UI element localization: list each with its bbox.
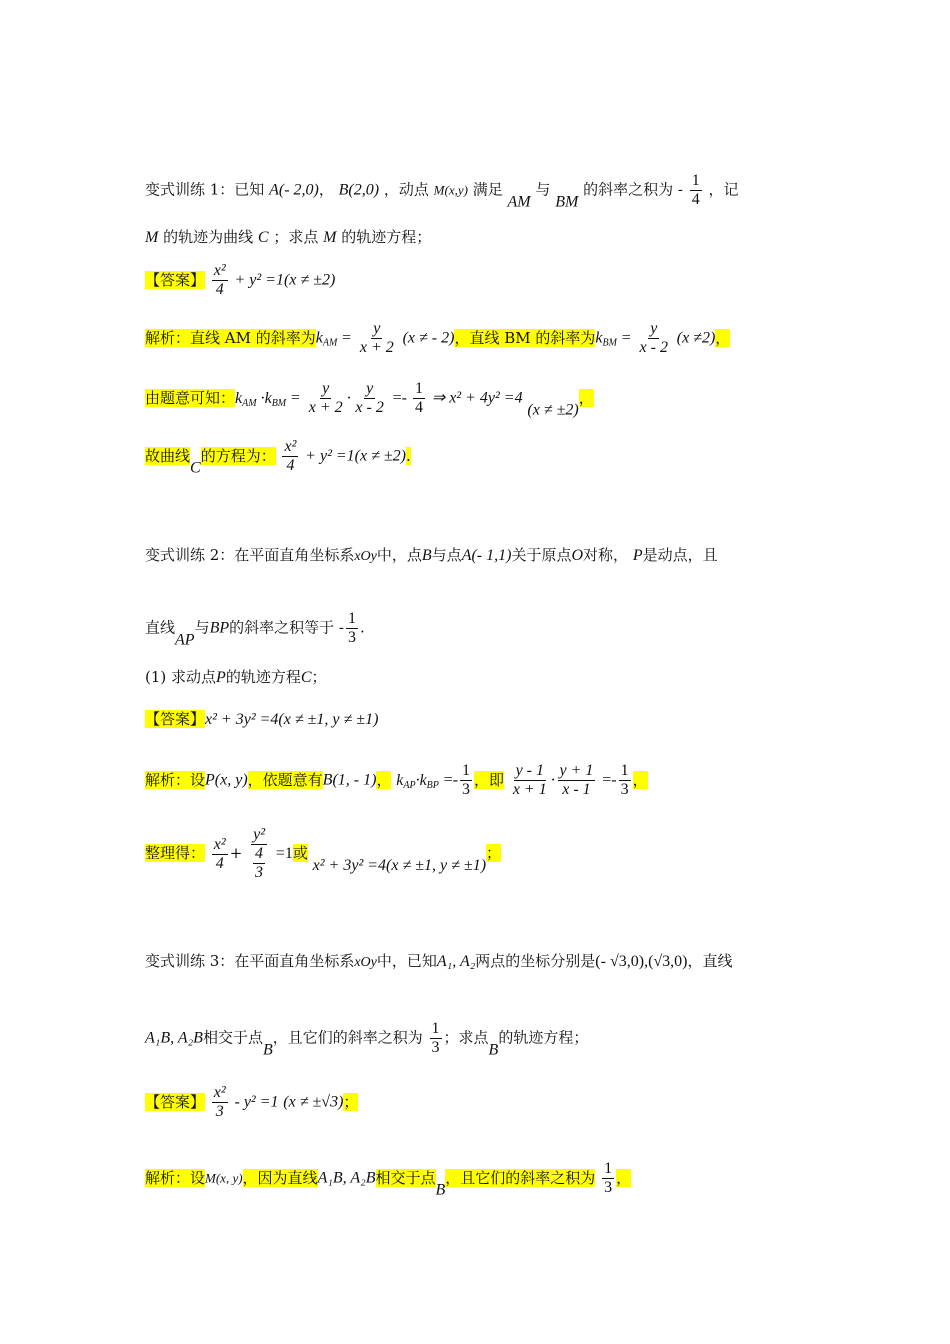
ex1-solution-line1: 解析：直线 AM 的斜率为$k_{AM}$ = $\frac{y}{x + 2}$ (x ≠ - 2)，直线 BM 的斜率为$k_{BM}$ = $\frac{y}{x - 2}$ (x ≠2)， xyxy=(145,320,731,356)
answer-tag: 【答案】 xyxy=(145,270,206,289)
ex2-problem-line1: 变式训练 2：在平面直角坐标系xOy中，点B与点A(- 1,1)关于原点O对称， P是动点，且 xyxy=(145,546,718,564)
ex1-satisfy: 满足 xyxy=(472,180,503,199)
ex2-solution-line1: 解析：设P(x, y)，依题意有B(1, - 1)， $k_{AP}\cdot k_{BP}$ =- $\frac{1}{3}$ ，即 $\frac{y - 1}{x + 1}$ · $\frac{y + 1}{x - 1}$ =- $\frac{1}{3}$ ， xyxy=(145,762,648,798)
ex1-answer-tail: + y² =1(x ≠ ±2) xyxy=(234,271,336,289)
ex3-answer: 【答案】 $\frac{\text{x²}}{3}$ - y² =1 (x ≠ ±√3)； xyxy=(145,1084,359,1120)
ex1-ratio-fraction: $\frac{1}{4}$ xyxy=(691,172,700,208)
ex1-point-m: M(x,y) xyxy=(433,182,468,198)
ex1-problem-line2: M 的轨迹为曲线 C ；求点 M 的轨迹方程； xyxy=(145,228,432,246)
ex1-problem-line1: 变式训练 1：已知 A(- 2,0)， B(2,0) ，动点 M(x,y) 满足 AM 与 BM 的斜率之积为 - $\frac{1}{4}$ ，记 xyxy=(145,172,739,211)
ex1-intro: 变式训练 1：已知 xyxy=(145,180,265,199)
ex1-point-a: A(- 2,0) xyxy=(269,181,319,199)
ex2-solution-line2: 整理得： $\frac{\text{x²}}{4}$ + $\frac{\text{y²}}{\frac{4}{3}}$ =1或 x² + 3y² =4(x ≠ ±1, y ≠ ±1)； xyxy=(145,826,502,881)
ex3-problem-line2: A₁B, A₂B相交于点B，且它们的斜率之积为 $\frac{1}{3}$ ；求点B的轨迹方程； xyxy=(145,1020,589,1059)
ex2-problem-line2: 直线AP与BP的斜率之积等于 - $\frac{1}{3}$ . xyxy=(145,610,365,649)
ex3-problem-line1: 变式训练 3：在平面直角坐标系xOy中，已知A₁, A₂两点的坐标分别是(- √3,0),(√3,0)，直线 xyxy=(145,952,733,970)
ex1-point-b: B(2,0) xyxy=(338,181,380,199)
ex2-answer: 【答案】x² + 3y² =4(x ≠ ±1, y ≠ ±1) xyxy=(145,710,379,728)
ex1-am: AM xyxy=(507,193,531,211)
ex1-solution-line3: 故曲线C的方程为： $\frac{\text{x²}}{4}$ + y² =1(x ≠ ±2). xyxy=(145,438,411,477)
ex1-c: C xyxy=(257,229,269,246)
ex1-product-text: 的斜率之积为 xyxy=(583,180,674,199)
ex1-solution-line2: 由题意可知：$k_{AM} \cdot k_{BM}$ = $\frac{y}{x + 2}$ · $\frac{y}{x - 2}$ =- $\frac{1}{4}$ ⇒ x² + 4y² =4 (x ≠ ±2)， xyxy=(145,380,594,419)
ex1-answer-fraction: $\frac{\text{x²}}{4}$ xyxy=(213,262,226,298)
ex2-question1: (1) 求动点P的轨迹方程C； xyxy=(145,668,327,686)
ex1-sol-frac2: $\frac{y}{x - 2}$ xyxy=(639,320,668,356)
ex3-solution: 解析：设M(x, y)，因为直线A₁B, A₂B相交于点B，且它们的斜率之积为 $\frac{1}{3}$ ， xyxy=(145,1160,632,1199)
ex1-and: 与 xyxy=(535,180,551,199)
ex1-m: M xyxy=(145,229,159,246)
ex1-record: ，记 xyxy=(708,180,739,199)
ex1-answer xyxy=(145,262,810,299)
ex1-sol-frac1: $\frac{y}{x + 2}$ xyxy=(359,320,394,356)
ex1-moving: ，动点 xyxy=(383,180,429,199)
ex1-neg: - xyxy=(677,180,683,199)
ex1-bm: BM xyxy=(555,193,579,211)
